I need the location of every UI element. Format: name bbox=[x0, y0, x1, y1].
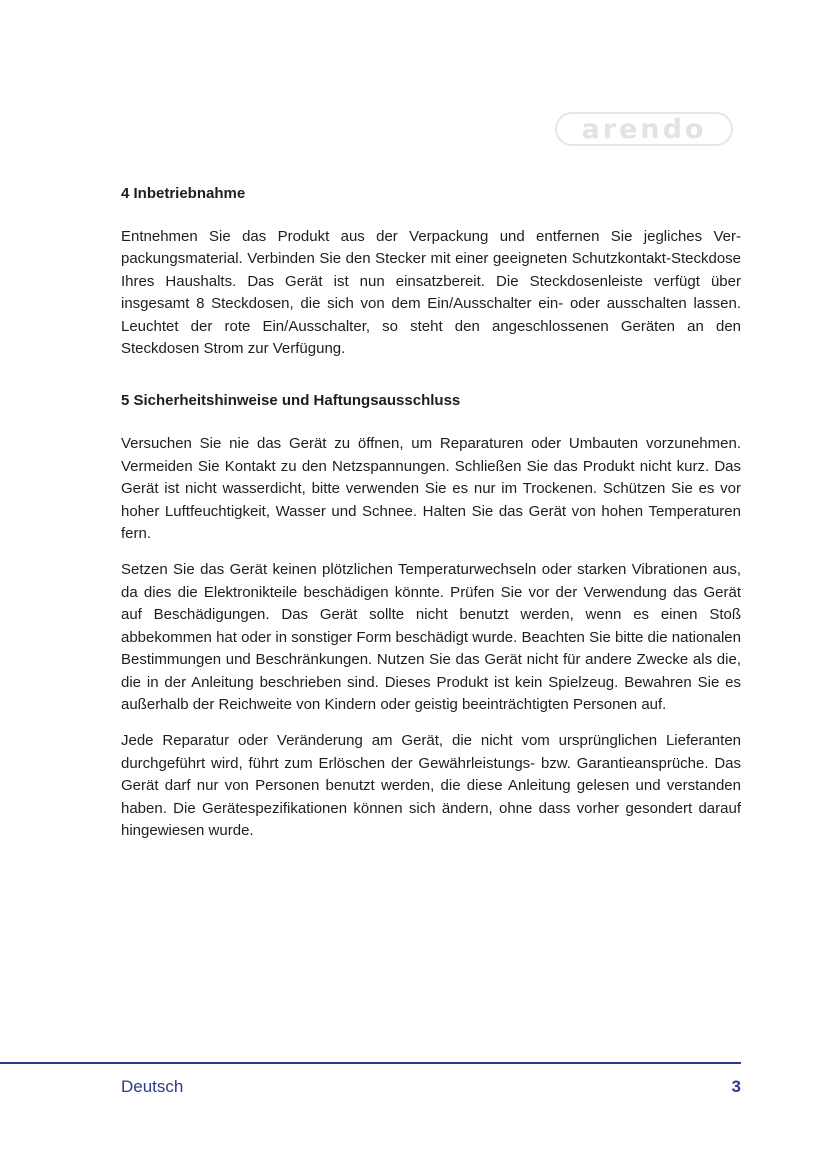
page-content bbox=[121, 183, 741, 856]
section-paragraph: Entnehmen Sie das Produkt aus der Verpackung und entfernen Sie jegliches Verpackungsmaterial. Verbinden Sie den Stecker mit einer geeigneten Schutzkontakt-Steckdose Ihres Haushalts. Das Gerät ist nun einsatzbereit. Die Steckdosenleiste verfügt über insgesamt 8 Steckdosen, die sich von dem Ein/Ausschalter ein- oder ausschalten lassen. Leuchtet der rote Ein/Ausschalter, so steht den angeschlossenen Geräten an den Steckdosen Strom zur Verfügung. bbox=[121, 228, 741, 358]
footer-page-number: 3 bbox=[731, 1077, 741, 1096]
section-inbetriebnahme bbox=[121, 183, 741, 360]
section-sicherheitshinweise bbox=[121, 390, 741, 842]
section-heading: 5 Sicherheitshinweise und Haftungsausschluss bbox=[121, 392, 461, 410]
section-paragraph: Versuchen Sie nie das Gerät zu öffnen, um Reparaturen oder Umbauten vorzunehmen. Vermeiden Sie Kontakt zu den Netzspannungen. Schließen Sie das Produkt nicht kurz. Das Gerät ist nicht wasserdicht, bitte verwenden Sie es nur im Trockenen. Schützen Sie es vor hoher Luftfeuchtigkeit, Wasser und Schnee. Halten Sie das Gerät von hohen Temperaturen fern. bbox=[121, 435, 741, 543]
section-paragraph: Setzen Sie das Gerät keinen plötzlichen Temperaturwechseln oder starken Vibrationen aus, da dies die Elektronikteile beschädigen könnte. Prüfen Sie vor der Verwendung das Gerät auf Beschädigungen. Das Gerät sollte nicht benutzt werden, wenn es einen Stoß abbekommen hat oder in sonstiger Form beschädigt wurde. Beachten Sie bitte die nationalen Bestimmungen und Beschränkungen. Nutzen Sie das Gerät nicht für andere Zwecke als die, die in der Anleitung beschrieben sind. Dieses Produkt ist kein Spielzeug. Bewahren Sie es außerhalb der Reichweite von Kindern oder geistig beeinträchtigten Personen auf. bbox=[121, 561, 741, 713]
brand-logo bbox=[555, 112, 733, 146]
section-paragraph: Jede Reparatur oder Veränderung am Gerät, die nicht vom ursprünglichen Lieferanten durchgeführt wird, führt zum Erlöschen der Gewährleistungs- bzw. Garantieansprüche. Das Gerät darf nur von Personen benutzt werden, die diese Anleitung gelesen und verstanden haben. Die Gerätespezifikationen können sich ändern, ohne dass vorher gesondert darauf hingewiesen wurde. bbox=[121, 732, 741, 839]
footer-divider bbox=[0, 1062, 741, 1064]
section-heading: 4 Inbetriebnahme bbox=[121, 185, 246, 202]
footer-language: Deutsch bbox=[121, 1077, 184, 1096]
brand-logo-text: arendo bbox=[581, 113, 707, 145]
